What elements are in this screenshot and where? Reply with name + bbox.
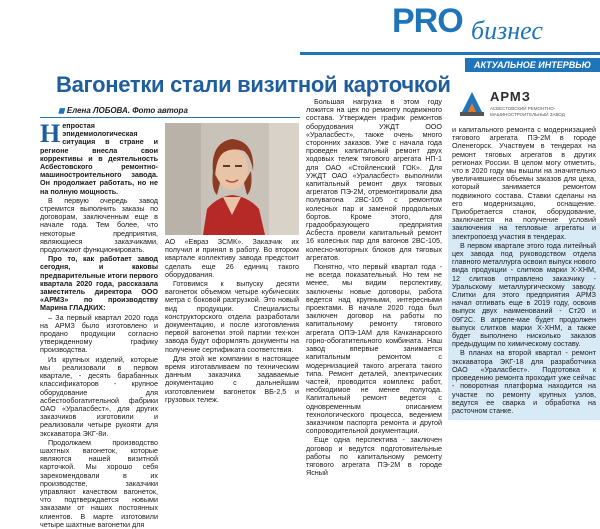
paragraph: Готовимся к выпуску десяти вагонеток объемом четыре кубических метра с боковой разгрузкой. Это новый вид продукции. Специалисты конструкторского отдела разработали документацию, и после изготовления первой вагонетки этой партии тех-кон завода будут оформлять документы на получение сертификата соответствия. [165,279,299,354]
portrait-image [165,123,299,235]
paragraph: Из крупных изделий, которые мы реализовали в первом квартале, - десять барабанных классификаторов - крупное оборудование для асбестообогатительной фабрики ОАО «Ураласбест», для других заказчиков изготовили и реализовали четыре рукояти для экскаватора ЭКГ-8и. [40,354,158,438]
drop-cap: Н [40,119,61,148]
paragraph: В первую очередь завод стремится выполнить заказы по договорам, заключенным еще в начале года. Тем более, что некоторые предприятия, являющиеся заказчиками, продолжают функционировать. [40,195,158,255]
column-3 [306,97,442,478]
article-title: Вагонетки стали визитной карточкой [56,72,451,97]
paragraph: Продолжаем производство шахтных вагонеток, которые являются нашей визитной карточкой. Мы хорошо себя зарекомендовали в их производстве, заказчики управляют качеством вагонеток, что подтверждается новыми заказами от наших постоянных клиентов. В марте изготовили четыре шахтные вагонетки для [40,437,158,529]
author-rule [40,117,300,118]
section-title-pro: PRO [392,2,463,40]
column-1 [40,119,158,529]
paragraph: Еще одна перспектива - заключен договор и ведутся подготовительные работы по капитальному ремонту тягового агрегата ПЭ-2М в городе Ясный [306,435,442,478]
author-text: Елена ЛОБОВА. Фото автора [66,106,188,115]
article-author [58,106,188,115]
paragraph: Большая нагрузка в этом году ложится на цех по ремонту подвижного состава. Утвержден график ремонтов оборудования УЖДТ ООО «Ураласбест», также очень много сторонних заказов. Уже с начала года проведен капитальный ремонт двух ходовых тележ тягового агрегата НП-1 для ОАО «Стойленский ГОК». Для УЖДТ ОАО «Ураласбест» выполнили капитальный ремонт двух тяговых агрегатов ПЭ-2М, отремонтировали два полувагона 2ВС-105 с ремонтом колесных пар и заменой продольных бортов. Кроме этого, для градообразующего предприятия Асбеста провели капитальный ремонт 16 колесных пар для вагонов 2ВС-105, колесно-моторных блоков для тяговых агрегатов. [306,97,442,262]
logo-name: АРМЗ [490,89,531,104]
paragraph: Понятно, что первый квартал года - не всегда показательный. Но тем не менее, мы видим перспективу, заключены новые договоры, работа ведется над крупными, интересными проектами. В начале 2020 года был заключен договор на работы по капитальному ремонту тягового агрегата ОПЭ-1АМ для Качканарского горно-обогатительного комбината. Наш завод впервые занимается капитальным ремонтом с модернизацией такого агрегата такого типа. Ремонт деталей, электрических частей, проводится комплекс работ, необходимое не менее полугода. Капитальный ремонт ведется с одновременным описанием технологического процесса, ведением заказчиком паспорта ремонта и другой сопроводительной документации. [306,262,442,436]
header-rule [300,52,600,55]
paragraph: АО «Евраз ЗСМК». Заказчик их получил и принял в работу. Во втором квартале коллективу завода предстоит сделать еще 26 единиц такого оборудования. [165,237,299,279]
paragraph: Про то, как работает завод сегодня, и каковы предварительные итоги первого квартала 2020 года, рассказала заместитель директора ООО «АРМЗ» по производству Марина ГЛАДКИХ: [40,254,158,313]
section-subtitle: АКТУАЛЬНОЕ ИНТЕРВЬЮ [465,58,600,72]
lead-paragraph [40,119,158,196]
column-2 [165,238,299,420]
paragraph: В планах на второй квартал - ремонт экскаватора ЭКГ-18 для разработчика ОАО «Ураласбест». Подготовка к проведению ремонта проходит уже сейчас - поворотная платформа находится на участке по ремонту крупных узлов, ведутся ее сварка и обработка на расточном станке. [452,348,596,415]
paragraph: В первом квартале этого года литейный цех завода под руководством отдела главного металлурга освоил выпуск нового вида продукции - слитков марки Х-ХНМ, 12 слитков отправлено заказчику - Уральскому металлургическому заводу. Слитки для этого предприятия АРМЗ начал отливать еще в 2019 году, освоив выпуск двух наименований - Ст20 и 09Г2С. В апреле-мае будет продолжен выпуск слитков марки Х-ХНМ, а также будет выполнено нисколько заказов предыдущим по химическому составу. [452,240,596,349]
column-4 [452,126,596,420]
paragraph: Для этой же компании в настоящее время изготавливаем по техническим данным заказчика задаваемые документацию с дальнейшим изготовлением вагонеток ВБ-2,5 и грузовых тележ. [165,353,299,404]
lead-text: епростая эпидемиологическая ситуация в стране и регионе внесла свои коррективы и в деятельность Асбестовского ремонтно-машиностроительного завода. Он продолжает работать, но не на полную мощность. [40,121,158,196]
logo-subtitle: АСБЕСТОВСКИЙ РЕМОНТНО-МАШИНОСТРОИТЕЛЬНЫЙ ЗАВОД [490,106,565,117]
paragraph: и капитального ремонта с модернизацией тягового агрегата ПЭ-2М в городе Оленегорск. Участвуем в тендерах на ремонт тяговых агрегатов в других регионах России. В целом могу отметить, что в 2020 году мы вышли на значительно увеличившиеся объемы заказов для цеха, который занимается ремонтом подвижного состава. Ставки сделаны на его модернизацию, оснащение. Приобретается станок, оборудование, заключается на получение условий заключения на тепловые агрегаты и электропоезд участия в тендерах. [452,125,596,241]
paragraph: – За первый квартал 2020 года на АРМЗ было изготовлено и продано продукции согласно утвержденному графику производства. [40,312,158,355]
armz-logo-icon [458,90,486,118]
camera-icon: ◼ [58,106,67,115]
company-logo [458,88,600,122]
portrait-photo [165,123,299,235]
section-title-biznes: бизнес [471,16,543,45]
